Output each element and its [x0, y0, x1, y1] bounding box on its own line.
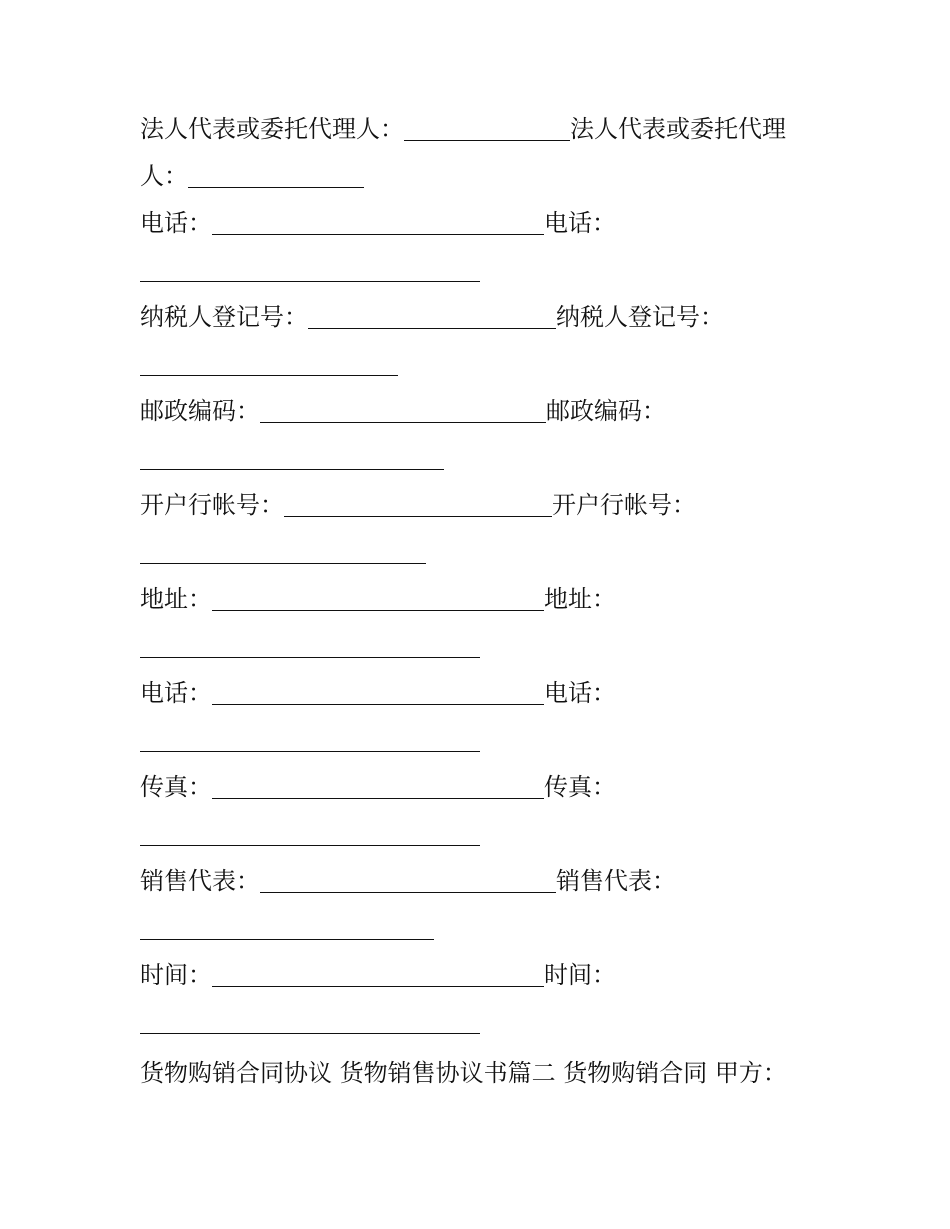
address-continuation-line [140, 629, 480, 663]
tax-id-blank-right[interactable] [140, 374, 398, 376]
tax-id-label-left: 纳税人登记号： [140, 303, 308, 331]
bank-account-blank-right[interactable] [140, 562, 426, 564]
date-continuation-line [140, 1005, 480, 1039]
sales-rep-continuation-line [140, 911, 434, 945]
tax-id-blank-left[interactable] [308, 327, 556, 329]
date-blank-right[interactable] [140, 1032, 480, 1034]
bank-account-continuation-line [140, 535, 426, 569]
fax-label-right: 传真： [544, 773, 616, 801]
phone2-blank-left[interactable] [212, 703, 544, 705]
sales-rep-blank-left[interactable] [260, 891, 556, 893]
phone-continuation-line [140, 253, 480, 287]
fax-blank-right[interactable] [140, 844, 480, 846]
sales-rep-blank-right[interactable] [140, 938, 434, 940]
tax-id-line [140, 300, 724, 334]
date-label-right: 时间： [544, 961, 616, 989]
legal-rep-label-right: 法人代表或委托代理 [570, 115, 786, 143]
date-label-left: 时间： [140, 961, 212, 989]
phone-blank-left[interactable] [212, 233, 544, 235]
tax-id-continuation-line [140, 347, 398, 381]
legal-rep-blank-left[interactable] [404, 139, 570, 141]
sales-rep-line [140, 864, 676, 898]
phone-label-left: 电话： [140, 209, 212, 237]
legal-rep-line [140, 112, 786, 146]
bank-account-line [140, 488, 696, 522]
postal-code-continuation-line [140, 441, 444, 475]
phone2-continuation-line [140, 723, 480, 757]
phone2-line [140, 676, 616, 710]
phone2-label-right: 电话： [544, 679, 616, 707]
phone-label-right: 电话： [544, 209, 616, 237]
address-label-left: 地址： [140, 585, 212, 613]
address-blank-right[interactable] [140, 656, 480, 658]
date-blank-left[interactable] [212, 985, 544, 987]
sales-rep-label-right: 销售代表： [556, 867, 676, 895]
bank-account-label-left: 开户行帐号： [140, 491, 284, 519]
legal-rep-continuation-line [140, 159, 364, 193]
phone-blank-right[interactable] [140, 280, 480, 282]
legal-rep-label-left: 法人代表或委托代理人： [140, 115, 404, 143]
address-line [140, 582, 616, 616]
phone2-blank-right[interactable] [140, 750, 480, 752]
postal-code-line [140, 394, 666, 428]
bank-account-blank-left[interactable] [284, 515, 552, 517]
postal-code-blank-left[interactable] [260, 421, 546, 423]
closing-line [140, 1056, 787, 1090]
fax-line [140, 770, 616, 804]
address-label-right: 地址： [544, 585, 616, 613]
closing-text: 货物购销合同协议 货物销售协议书篇二 货物购销合同 甲方： [140, 1059, 787, 1087]
postal-code-blank-right[interactable] [140, 468, 444, 470]
sales-rep-label-left: 销售代表： [140, 867, 260, 895]
legal-rep-continuation-label: 人： [140, 162, 188, 190]
legal-rep-blank-right[interactable] [188, 186, 364, 188]
phone-line [140, 206, 616, 240]
fax-label-left: 传真： [140, 773, 212, 801]
phone2-label-left: 电话： [140, 679, 212, 707]
bank-account-label-right: 开户行帐号： [552, 491, 696, 519]
postal-code-label-right: 邮政编码： [546, 397, 666, 425]
postal-code-label-left: 邮政编码： [140, 397, 260, 425]
date-line [140, 958, 616, 992]
address-blank-left[interactable] [212, 609, 544, 611]
tax-id-label-right: 纳税人登记号： [556, 303, 724, 331]
fax-blank-left[interactable] [212, 797, 544, 799]
fax-continuation-line [140, 817, 480, 851]
